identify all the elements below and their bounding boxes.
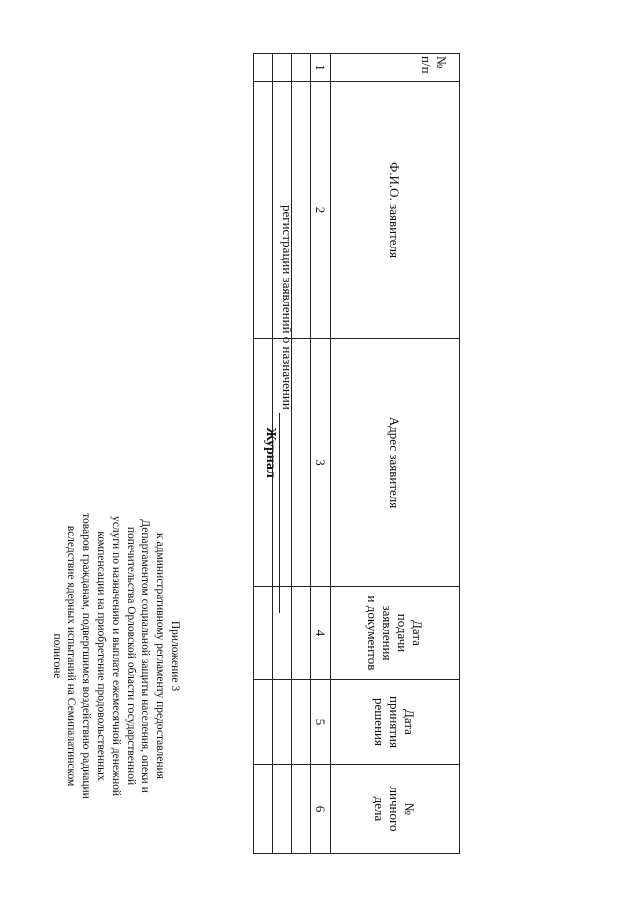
col-header-fio [331,82,460,339]
col-header-text: Адрес заявителя [387,416,403,509]
table-cell [254,680,273,765]
col-header-text: Дата принятия решения [372,696,418,748]
table-row [273,54,292,854]
column-number: 1 [311,54,331,82]
col-header-number [331,54,460,82]
table-cell [254,765,273,854]
journal-title: Журнал [263,427,278,478]
col-header-address [331,339,460,587]
appendix-line: компенсации на приобретение продовольственных [95,531,108,781]
table-cell [273,587,292,680]
appendix-line: к административному регламенту предоставления [154,533,167,779]
appendix-line: полигоне [50,633,63,679]
column-number: 3 [311,339,331,587]
table-cell [273,765,292,854]
header-row [331,54,460,854]
table-cell [254,587,273,680]
column-number: 5 [311,680,331,765]
col-header-text: Дата подачи заявления и документов [365,595,425,671]
table-row [254,54,273,854]
table-cell [254,339,273,587]
table-row [292,54,311,854]
appendix-line: товаров гражданам, подвергшимся воздействию радиации [80,513,93,799]
appendix-line: Департаментом социальной защиты населения, опеки и [139,519,152,793]
table-cell [273,82,292,339]
table-cell [273,680,292,765]
table-cell [273,339,292,587]
table-cell [254,54,273,82]
col-header-decision-date [331,680,460,765]
table-cell [292,587,311,680]
column-number-row [311,54,331,854]
table-cell [292,54,311,82]
col-header-text: № личного дела [372,786,418,832]
column-number: 2 [311,82,331,339]
appendix-line: Приложение 3 [169,620,181,692]
table-cell [292,680,311,765]
appendix-line: попечительства Орловской области государственной [124,526,137,786]
table-cell [292,339,311,587]
table-cell [292,765,311,854]
col-header-text: № п/п [419,56,449,74]
table-cell [292,82,311,339]
col-header-text: Ф.И.О. заявителя [387,162,403,258]
table-cell [273,54,292,82]
col-header-submit-date [331,587,460,680]
appendix-line: услуги по назначению и выплате ежемесячной денежной [109,515,122,797]
journal-subtitle: регистрации заявлений о назначении [280,205,295,410]
col-header-case-number [331,765,460,854]
column-number: 6 [311,765,331,854]
column-number: 4 [311,587,331,680]
table-cell [254,82,273,339]
registration-table [253,53,460,854]
appendix-block [49,447,182,865]
appendix-line: вследствие ядерных испытаний на Семипалатинском [65,525,78,787]
